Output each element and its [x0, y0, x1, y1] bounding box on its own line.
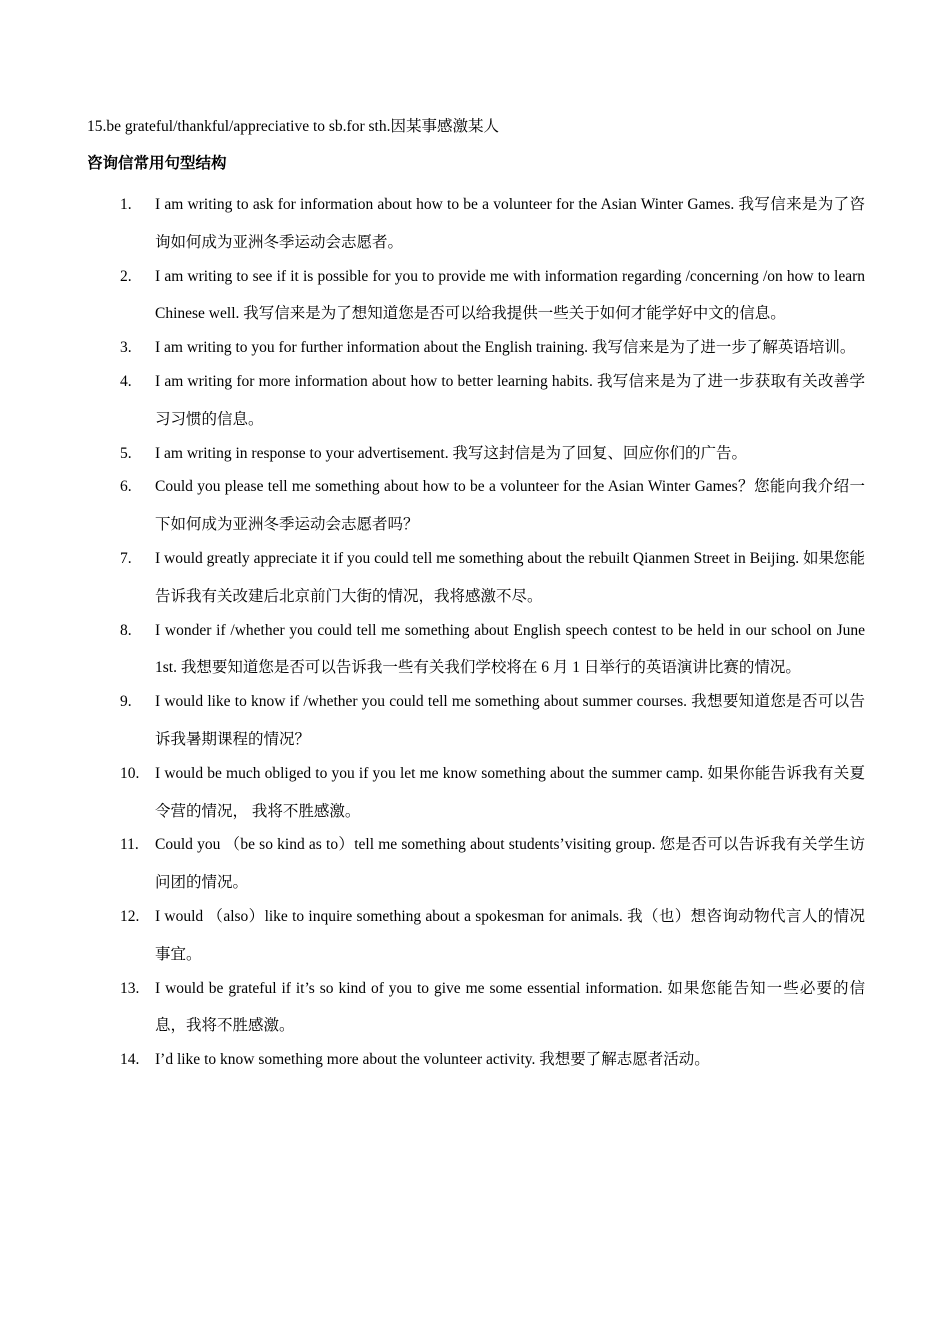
- item-number: 13.: [120, 979, 140, 997]
- list-item: [0, 363, 865, 439]
- item-text: I am writing for more information about how to better learning habits. 我写信来是为了进一步获取有关改善学习习惯的信息。: [155, 372, 865, 428]
- item-text: Could you （be so kind as to）tell me something about students’visiting group. 您是否可以告诉我有关学生访问团的情况。: [155, 836, 865, 892]
- item-text: Could you please tell me something about how to be a volunteer for the Asian Winter Games？您能向我介绍一下如何成为亚洲冬季运动会志愿者吗？: [155, 478, 865, 534]
- item-text: I wonder if /whether you could tell me something about English speech contest to be held in our school on June 1st. 我想要知道您是否可以告诉我一些有关我们学校将在 6 月 1 日举行的英语演讲比赛的情况。: [155, 621, 865, 677]
- item-number: 10.: [120, 764, 140, 782]
- list-item: [0, 683, 865, 759]
- item-text: I would be grateful if it’s so kind of you to give me some essential information. 如果您能告知一些必要的信息，我将不胜感激。: [155, 979, 865, 1035]
- list-item: [0, 540, 865, 616]
- item-text: I am writing to ask for information about how to be a volunteer for the Asian Winter Games. 我写信来是为了咨询如何成为亚洲冬季运动会志愿者。: [155, 196, 865, 251]
- item-number: 12.: [120, 907, 140, 925]
- list-item: [0, 329, 865, 367]
- item-number: 9.: [120, 693, 132, 711]
- item-number: 6.: [120, 478, 132, 496]
- list-item: [0, 826, 865, 902]
- list-item: [0, 970, 865, 1046]
- item-text: I’d like to know something more about the volunteer activity. 我想要了解志愿者活动。: [155, 1051, 710, 1069]
- item-number: 7.: [120, 549, 132, 567]
- item-number: 2.: [120, 267, 132, 285]
- item-number: 3.: [120, 339, 132, 357]
- list-item: [0, 612, 865, 688]
- item-text: I am writing in response to your advertisement. 我写这封信是为了回复、回应你们的广告。: [155, 444, 747, 462]
- list-item: [0, 186, 865, 262]
- list-item: [0, 468, 865, 544]
- item-number: 14.: [120, 1051, 140, 1069]
- item-number: 8.: [120, 621, 132, 639]
- list-item: [0, 755, 865, 831]
- section-title: 咨询信常用句型结构: [87, 154, 227, 172]
- item-text: I would be much obliged to you if you let me know something about the summer camp. 如果你能告诉我有关夏令营的情况， 我将不胜感激。: [155, 764, 865, 820]
- item-text: I am writing to see if it is possible for you to provide me with information regarding /concerning /on how to learn Chinese well. 我写信来是为了想知道您是否可以给我提供一些关于如何才能学好中文的信息。: [155, 267, 865, 323]
- item-text: I would greatly appreciate it if you could tell me something about the rebuilt Qianmen Street in Beijing. 如果您能告诉我有关改建后北京前门大街的情况，我将感激不尽。: [155, 549, 865, 605]
- item-number: 1.: [120, 196, 132, 213]
- intro-phrase: 15.be grateful/thankful/appreciative to sb.for sth.因某事感激某人: [87, 118, 499, 135]
- list-item: [0, 258, 865, 334]
- item-text: I am writing to you for further information about the English training. 我写信来是为了进一步了解英语培训。: [155, 339, 856, 357]
- list-item: [0, 435, 865, 473]
- item-text: I would （also）like to inquire something about a spokesman for animals. 我（也）想咨询动物代言人的情况事宜。: [155, 907, 865, 963]
- item-number: 11.: [120, 836, 139, 854]
- sentence-list: [0, 186, 950, 1079]
- list-item: [0, 1041, 865, 1079]
- item-number: 5.: [120, 444, 132, 462]
- item-text: I would like to know if /whether you could tell me something about summer courses. 我想要知道您是否可以告诉我暑期课程的情况？: [155, 693, 865, 748]
- list-item: [0, 898, 865, 974]
- item-number: 4.: [120, 372, 132, 390]
